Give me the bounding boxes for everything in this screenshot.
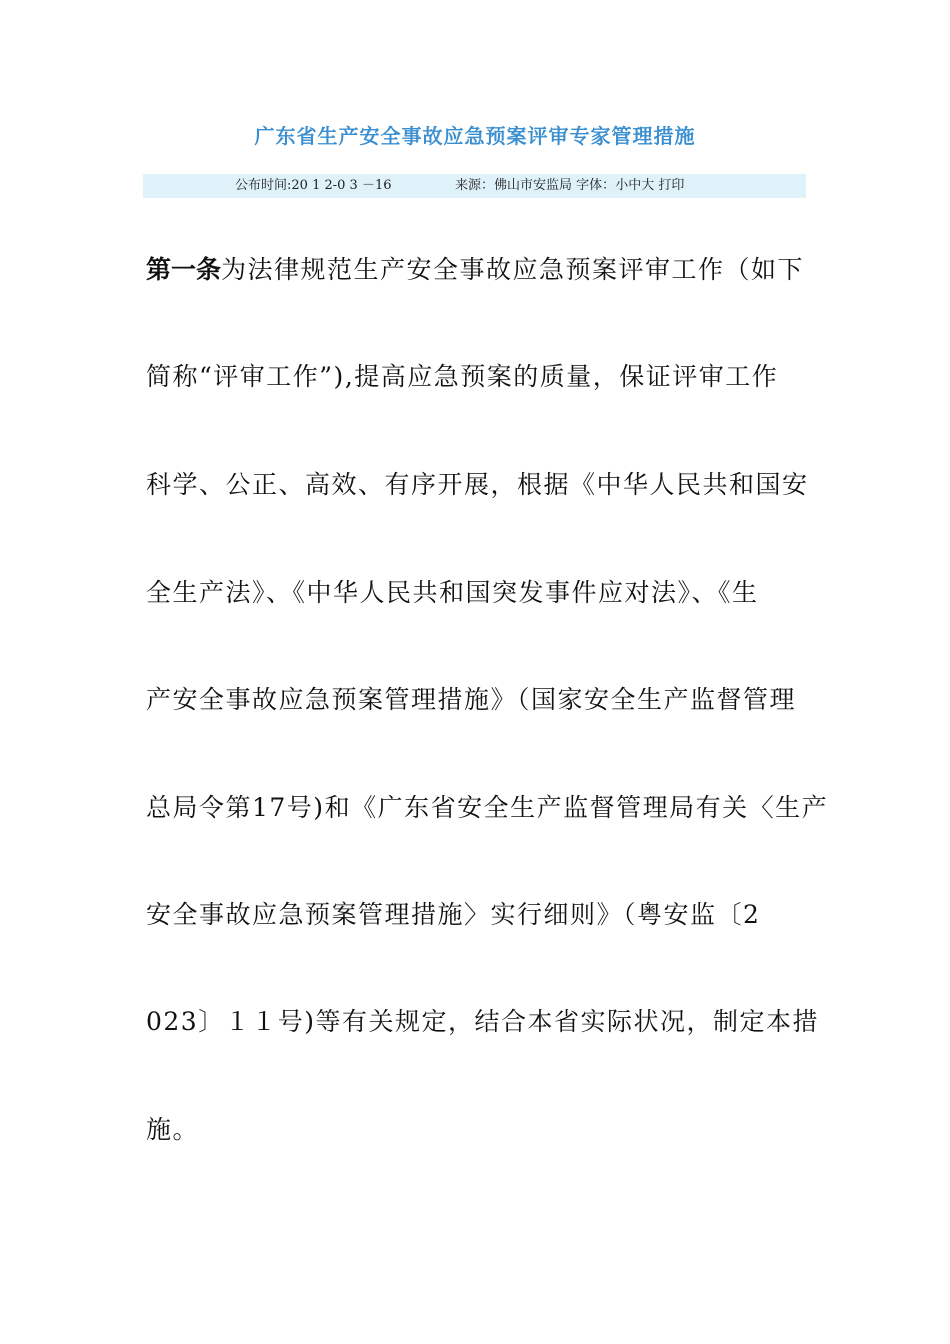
article-line-9: 施。 (146, 1115, 200, 1144)
source-label: 来源： (455, 178, 495, 193)
article-line-5: 产安全事故应急预案管理措施》（国家安全生产监督管理 (146, 685, 797, 714)
article-line-1 (146, 250, 804, 286)
article-line-7: 安全事故应急预案管理措施〉实行细则》（粤安监〔2 (146, 900, 761, 929)
article-line-6: 总局令第17号)和《广东省安全生产监督管理局有关〈生产 (146, 793, 829, 822)
source-name: 佛山市安监局 (494, 178, 573, 193)
source-info (455, 174, 684, 198)
font-size-small-link[interactable]: 小 (615, 178, 629, 193)
article-line-3: 科学、公正、高效、有序开展，根据《中华人民共和国安 (146, 470, 809, 499)
article-line-2: 简称“评审工作”),提高应急预案的质量，保证评审工作 (146, 362, 779, 391)
publish-date: 20 1 2-0 3 －16 (291, 178, 392, 193)
page-title: 广东省生产安全事故应急预案评审专家管理措施 (254, 124, 696, 148)
publish-label: 公布时间: (235, 178, 292, 193)
article-line-text: 为法律规范生产安全事故应急预案评审工作（如下 (221, 255, 805, 284)
font-size-label: 字体： (576, 178, 616, 193)
article-line-4: 全生产法》、《中华人民共和国突发事件应对法》、《生 (146, 578, 759, 607)
print-link[interactable]: 打印 (658, 178, 685, 193)
meta-bar (143, 174, 806, 198)
font-size-large-link[interactable]: 大 (641, 178, 655, 193)
publish-info (235, 174, 391, 198)
font-size-medium-link[interactable]: 中 (628, 178, 642, 193)
article-number: 第一条 (146, 255, 222, 284)
article-line-8: 023〕１１号)等有关规定，结合本省实际状况，制定本措 (146, 1007, 819, 1036)
